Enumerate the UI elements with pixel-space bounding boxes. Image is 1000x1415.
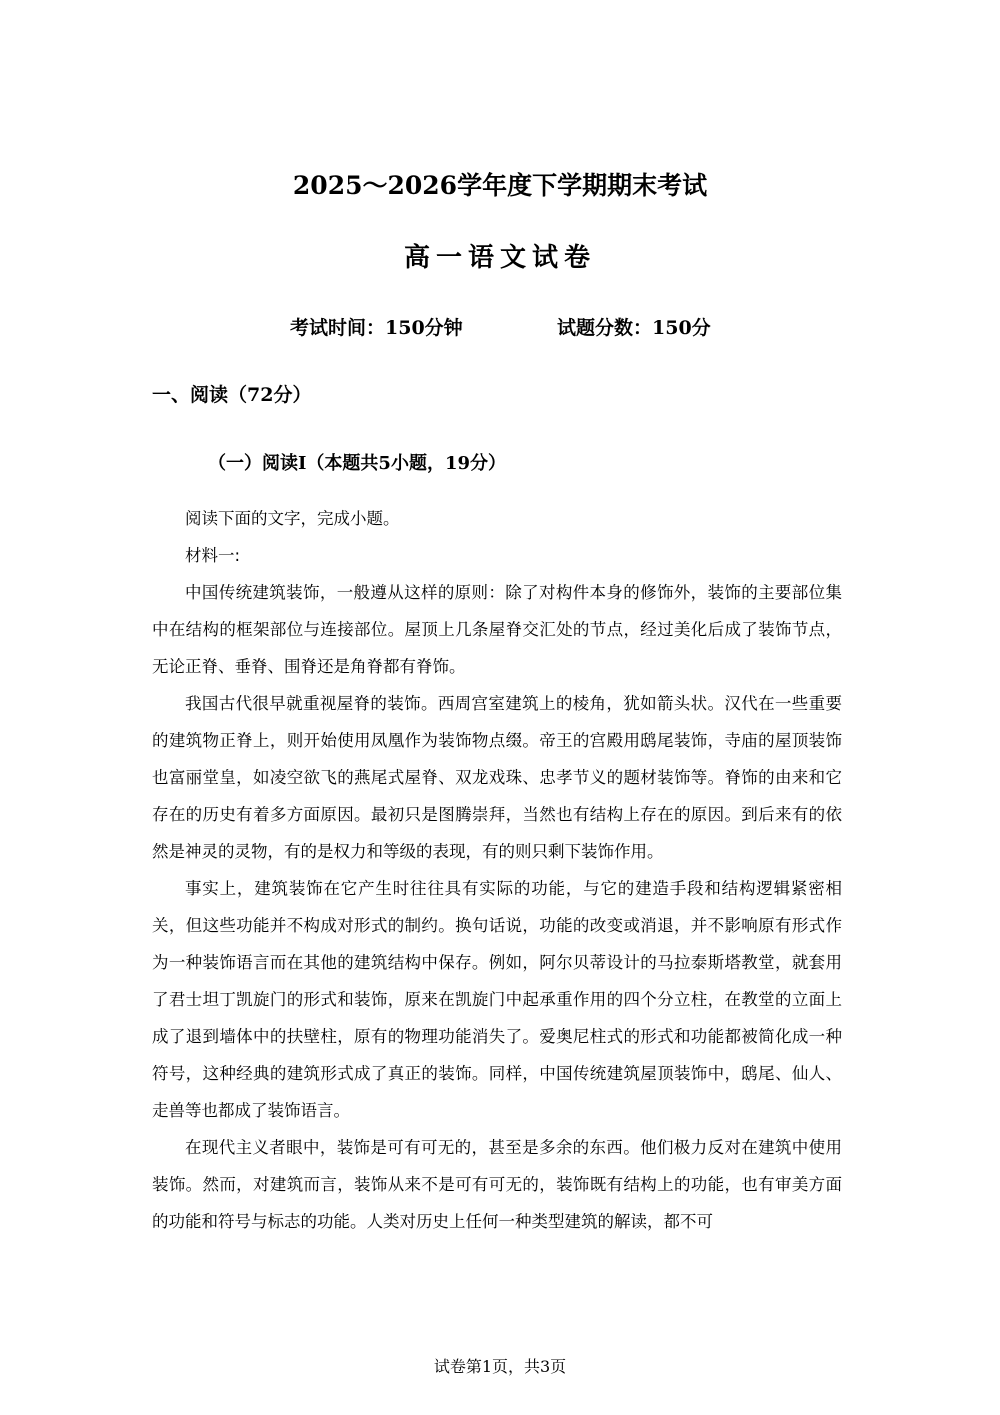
passage-paragraph: 事实上，建筑装饰在它产生时往往具有实际的功能，与它的建造手段和结构逻辑紧密相关，但这些功能并不构成对形式的制约。换句话说，功能的改变或消退，并不影响原有形式作为一种装饰语言而在其他的建筑结构中保存。例如，阿尔贝蒂设计的马拉泰斯塔教堂，就套用了君士坦丁凯旋门的形式和装饰，原来在凯旋门中起承重作用的四个分立柱，在教堂的立面上成了退到墙体中的扶壁柱，原有的物理功能消失了。爱奥尼柱式的形式和功能都被简化成一种符号，这种经典的建筑形式成了真正的装饰。同样，中国传统建筑屋顶装饰中，鸱尾、仙人、走兽等也都成了装饰语言。: [152, 879, 842, 1120]
passage-paragraph: 中国传统建筑装饰，一般遵从这样的原则：除了对构件本身的修饰外，装饰的主要部位集中在结构的框架部位与连接部位。屋顶上几条屋脊交汇处的节点，经过美化后成了装饰节点，无论正脊、垂脊、围脊还是角脊都有脊饰。: [152, 583, 842, 676]
passage-paragraph: 在现代主义者眼中，装饰是可有可无的，甚至是多余的东西。他们极力反对在建筑中使用装饰。然而，对建筑而言，装饰从来不是可有可无的，装饰既有结构上的功能，也有审美方面的功能和符号与标志的功能。人类对历史上任何一种类型建筑的解读，都不可: [152, 1138, 842, 1231]
exam-time: 考试时间：150分钟: [290, 317, 463, 339]
exam-subtitle: 高一语文试卷: [403, 243, 596, 273]
exam-title: 2025～2026学年度下学期期末考试: [292, 171, 708, 200]
exam-score: 试题分数：150分: [557, 317, 711, 339]
instruction-text: 阅读下面的文字，完成小题。: [185, 509, 400, 528]
page-footer: 试卷第1页，共3页: [433, 1357, 567, 1376]
subsection-heading: （一）阅读I（本题共5小题，19分）: [208, 453, 506, 474]
material-label: 材料一:: [185, 546, 241, 565]
reading-passage: [152, 500, 842, 1240]
section-heading: 一、阅读（72分）: [152, 384, 312, 406]
passage-paragraph: 我国古代很早就重视屋脊的装饰。西周宫室建筑上的棱角，犹如箭头状。汉代在一些重要的建筑物正脊上，则开始使用凤凰作为装饰物点缀。帝王的宫殿用鸱尾装饰，寺庙的屋顶装饰也富丽堂皇，如凌空欲飞的燕尾式屋脊、双龙戏珠、忠孝节义的题材装饰等。脊饰的由来和它存在的历史有着多方面原因。最初只是图腾崇拜，当然也有结构上存在的原因。到后来有的依然是神灵的灵物，有的是权力和等级的表现，有的则只剩下装饰作用。: [152, 694, 842, 861]
